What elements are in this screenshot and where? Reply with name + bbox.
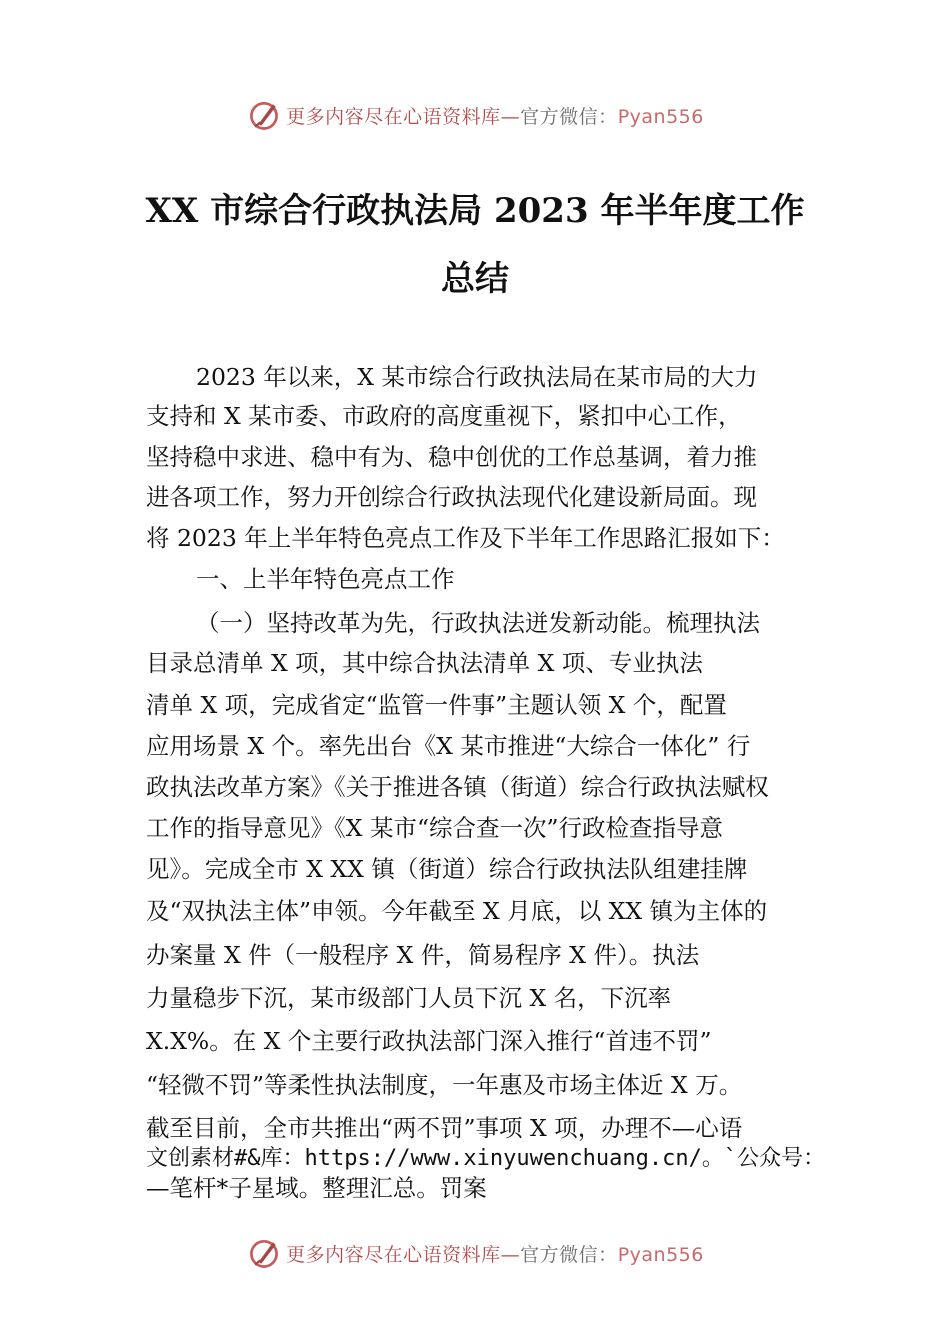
watermark-dash: —	[500, 105, 521, 128]
body-line: 力量稳步下沉，某市级部门人员下沉 X 名，下沉率	[146, 984, 672, 1012]
document-title-line1: XX 市综合行政执法局 2023 年半年度工作	[145, 191, 805, 231]
body-line: 清单 X 项，完成省定“监管一件事”主题认领 X 个，配置	[146, 691, 727, 719]
watermark-site: 更多内容尽在心语资料库	[286, 105, 501, 128]
body-line: 见》。完成全市 X XX 镇（街道）综合行政执法队组建挂牌	[146, 855, 748, 883]
watermark-wechat-id: Pyan556	[617, 1243, 704, 1266]
body-line: 2023 年以来，X 某市综合行政执法局在某市局的大力	[196, 363, 758, 391]
body-line: 办案量 X 件（一般程序 X 件，简易程序 X 件）。执法	[146, 941, 700, 969]
body-line: 目录总清单 X 项，其中综合执法清单 X 项、专业执法	[146, 649, 703, 677]
body-line: 政执法改革方案》《关于推进各镇（街道）综合行政执法赋权	[146, 773, 769, 801]
watermark-banner-top	[0, 92, 950, 138]
body-line: 截至目前，全市共推出“两不罚”事项 X 项，办理不—心语	[146, 1114, 743, 1142]
quill-logo-icon	[246, 1235, 282, 1271]
watermark-banner-bottom	[0, 1230, 950, 1276]
watermark-dash: —	[500, 1243, 521, 1266]
watermark-wechat-id: Pyan556	[617, 105, 704, 128]
body-line: 及“双执法主体”申领。今年截至 X 月底，以 XX 镇为主体的	[146, 897, 768, 925]
body-line: “轻微不罚”等柔性执法制度，一年惠及市场主体近 X 万。	[146, 1071, 743, 1099]
watermark-text	[286, 1240, 704, 1267]
watermark-wechat-label: 官方微信：	[520, 105, 618, 128]
body-line: 进各项工作，努力开创综合行政执法现代化建设新局面。现	[146, 483, 757, 511]
body-line: 支持和 X 某市委、市政府的高度重视下，紧扣中心工作，	[146, 402, 742, 430]
body-line: 坚持稳中求进、稳中有为、稳中创优的工作总基调，着力推	[146, 443, 757, 471]
watermark-wechat-label: 官方微信：	[520, 1243, 618, 1266]
body-line: 工作的指导意见》《X 某市“综合查一次”行政检查指导意	[146, 814, 723, 842]
quill-logo-icon	[246, 97, 282, 133]
body-line: X.X%。在 X 个主要行政执法部门深入推行“首违不罚”	[146, 1027, 712, 1055]
body-line: 文创素材#&库：https://www.xinyuwenchuang.cn/。`公众号：	[146, 1146, 826, 1171]
body-line: （一）坚持改革为先，行政执法迸发新动能。梳理执法	[196, 609, 760, 637]
watermark-site: 更多内容尽在心语资料库	[286, 1243, 501, 1266]
document-title-line2: 总结	[441, 259, 509, 299]
body-line: 将 2023 年上半年特色亮点工作及下半年工作思路汇报如下：	[146, 524, 785, 552]
section-heading: 一、上半年特色亮点工作	[196, 565, 455, 593]
body-line: —笔杆*子星域。整理汇总。罚案	[146, 1174, 487, 1202]
watermark-text	[286, 102, 704, 129]
body-line: 应用场景 X 个。率先出台《X 某市推进“大综合一体化” 行	[146, 732, 751, 760]
